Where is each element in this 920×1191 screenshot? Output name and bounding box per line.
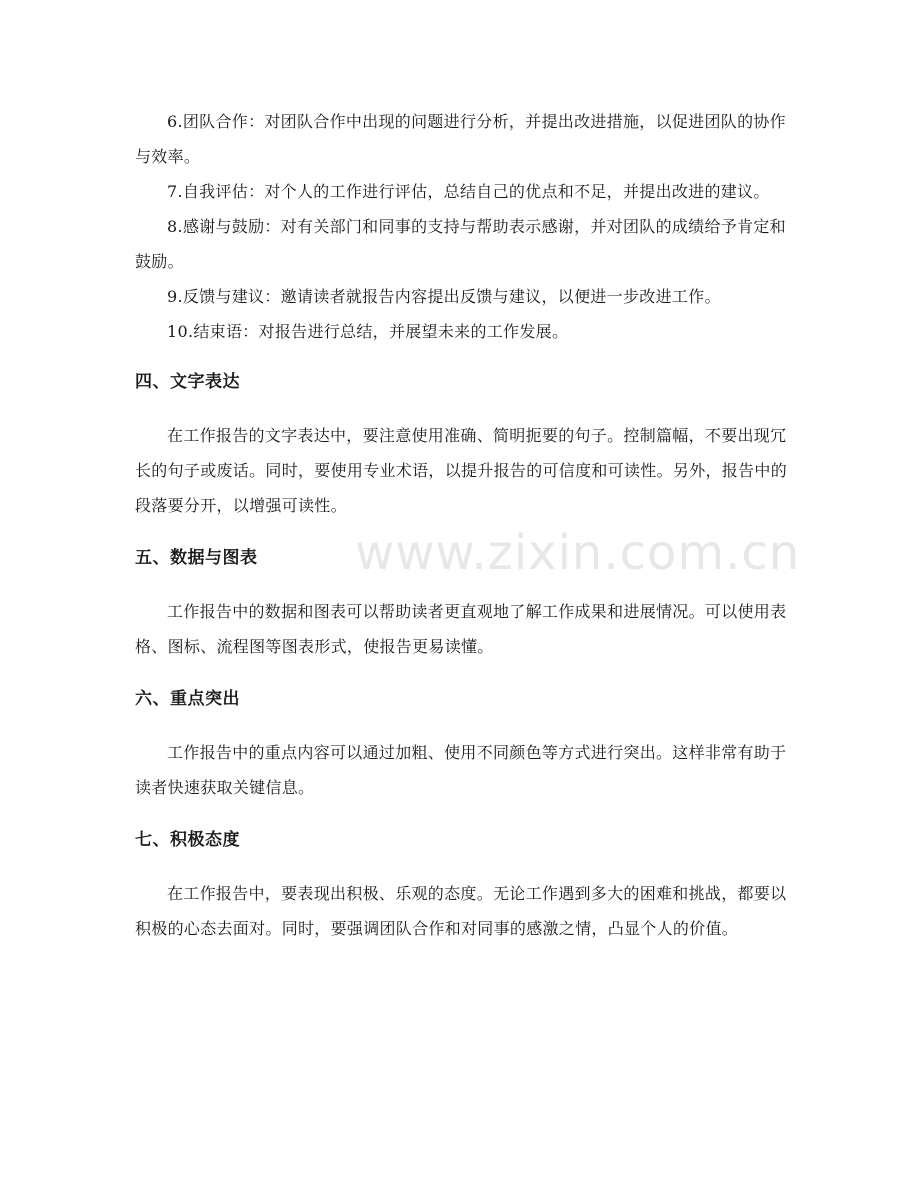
- section-body: 在工作报告中，要表现出积极、乐观的态度。无论工作遇到多大的困难和挑战，都要以积极的心态去面对。同时，要强调团队合作和对同事的感激之情，凸显个人的价值。: [135, 884, 787, 938]
- section-body: 工作报告中的重点内容可以通过加粗、使用不同颜色等方式进行突出。这样非常有助于读者快速获取关键信息。: [135, 743, 787, 797]
- section-data-charts: [135, 541, 787, 664]
- list-item: 10.结束语：对报告进行总结，并展望未来的工作发展。: [167, 322, 569, 341]
- document-content: [135, 104, 787, 964]
- section-heading: 四、文字表达: [135, 372, 240, 392]
- section-positive-attitude: [135, 823, 787, 946]
- section-heading: 五、数据与图表: [135, 548, 258, 568]
- section-body: 在工作报告的文字表达中，要注意使用准确、简明扼要的句子。控制篇幅，不要出现冗长的句子或废话。同时，要使用专业术语，以提升报告的可信度和可读性。另外，报告中的段落要分开，以增强可读性。: [135, 426, 788, 515]
- section-text-expression: [135, 365, 787, 523]
- list-item: 9.反馈与建议：邀请读者就报告内容提出反馈与建议，以便进一步改进工作。: [167, 287, 721, 306]
- section-highlights: [135, 682, 787, 805]
- list-item: 7.自我评估：对个人的工作进行评估，总结自己的优点和不足，并提出改进的建议。: [167, 182, 770, 201]
- list-item: 6.团队合作：对团队合作中出现的问题进行分析，并提出改进措施，以促进团队的协作与效率。: [135, 112, 786, 166]
- list-item: 8.感谢与鼓励：对有关部门和同事的支持与帮助表示感谢，并对团队的成绩给予肯定和鼓励。: [135, 217, 786, 271]
- watermark: www.zixin.com.cn: [355, 525, 801, 581]
- section-heading: 六、重点突出: [135, 689, 240, 709]
- section-heading: 七、积极态度: [135, 830, 240, 850]
- section-body: 工作报告中的数据和图表可以帮助读者更直观地了解工作成果和进展情况。可以使用表格、图标、流程图等图表形式，使报告更易读懂。: [135, 602, 787, 656]
